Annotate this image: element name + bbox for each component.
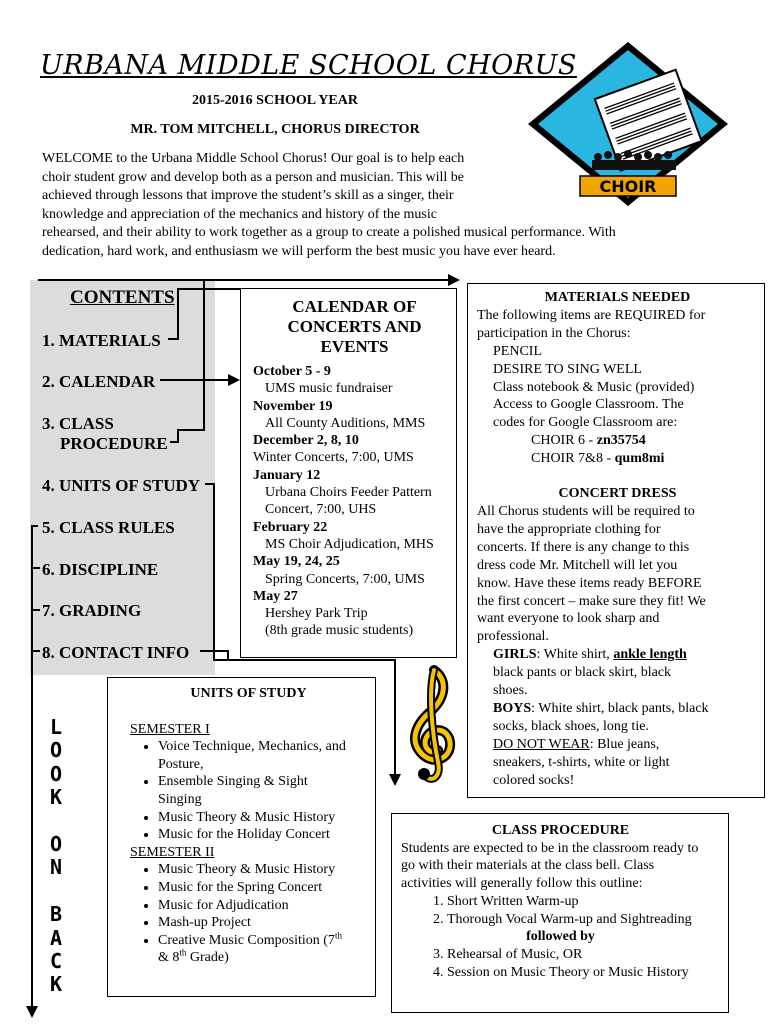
procedure-title: CLASS PROCEDURE [491, 823, 630, 838]
contents-item-units[interactable]: 4. UNITS OF STUDY [42, 476, 201, 495]
list-item: • Creative Music Composition (7th & 8th Grade) [158, 932, 367, 967]
event-item: (8th grade music students) [265, 623, 414, 639]
contents-item-grading[interactable]: 7. GRADING [42, 601, 142, 620]
treble-clef-icon [400, 662, 462, 788]
event-item: Urbana Choirs Feeder Pattern [265, 485, 432, 501]
material-item: codes for Google Classroom are: [493, 415, 678, 431]
do-not-wear: DO NOT WEAR: Blue jeans, [493, 736, 660, 752]
followed-by: followed by [526, 929, 595, 945]
list-item: • Music for the Spring Concert [158, 879, 367, 897]
contents-title: CONTENTS [70, 287, 175, 308]
contents-item-class-procedure[interactable]: 3. CLASS [42, 414, 114, 433]
contents-item-contact-info[interactable]: 8. CONTACT INFO [42, 643, 190, 662]
list-item: 4. Session on Music Theory or Music History [447, 964, 720, 982]
director-line: MR. TOM MITCHELL, CHORUS DIRECTOR [130, 122, 420, 137]
contents-item-calendar[interactable]: 2. CALENDAR [42, 372, 156, 391]
choir-logo-text: CHOIR [599, 177, 657, 196]
girls-dress: GIRLS: White shirt, ankle length [493, 647, 687, 663]
procedure-steps [401, 893, 720, 928]
calendar-box [240, 288, 457, 658]
school-year: 2015-2016 SCHOOL YEAR [192, 93, 358, 108]
welcome-paragraph: WELCOME to the Urbana Middle School Chorus! Our goal is to help each choir student grow and develop both as a person and musician. This will be achieved through lessons that improve the student’s skill as a singer, their knowledge and appreciation of the mechanics and history of the music rehearsed, and their ability to work together as a group to create a polished musical performance. With dedication, hard work, and enthusiasm we will perform the best music you have ever heard. [42, 151, 616, 259]
classroom-code: CHOIR 7&8 - qum8mi [531, 451, 665, 467]
event-date: February 22 [253, 519, 328, 535]
material-item: Access to Google Classroom. The [493, 397, 684, 413]
procedure-steps-cont [401, 946, 720, 981]
event-item: Spring Concerts, 7:00, UMS [265, 571, 425, 587]
event-date: October 5 - 9 [253, 364, 331, 379]
list-item: • Music Theory & Music History [158, 861, 367, 879]
list-item: 3. Rehearsal of Music, OR [447, 946, 720, 964]
page-title: URBANA MIDDLE SCHOOL CHORUS [40, 50, 577, 81]
contents-item-class-procedure-cont[interactable]: PROCEDURE [60, 434, 168, 453]
boys-dress: BOYS: White shirt, black pants, black [493, 700, 709, 716]
event-date: May 19, 24, 25 [253, 554, 340, 570]
materials-box: MATERIALS NEEDED The following items are REQUIRED for participation in the Chorus: PENCIL DESIRE TO SING WELL Class notebook & Music (provided) Access to Google Classroom. The codes for Google Classroom are: CHOIR 6 - zn35754 CHOIR 7&8 - qum8mi CONCERT DRESS All Chorus students will be required to have the appropriate clothing for concerts. If there is any change to this dress code Mr. Mitchell will let you know. Have these items ready BEFORE the first concert – make sure they fit! We want everyone to look sharp and professional. GIRLS: White shirt, ankle length black pants or black skirt, black shoes. BOYS: White shirt, black pants, black socks, black shoes, long tie. DO NOT WEAR: Blue jeans, sneakers, t-shirts, white or light colored socks! [467, 283, 765, 798]
event-date: January 12 [253, 467, 321, 483]
units-of-study-box [107, 677, 376, 997]
list-item: • Voice Technique, Mechanics, and Posture, [158, 738, 367, 773]
material-item: PENCIL [493, 343, 542, 359]
list-item: • Music for Adjudication [158, 897, 367, 915]
material-item: Class notebook & Music (provided) [493, 379, 695, 395]
class-procedure-box: CLASS PROCEDURE Students are expected to be in the classroom ready to go with their materials at the class bell. Class activities will generally follow this outline: 1. Short Written Warm-up 2. Thorough Vocal Warm-up and Sightreading followed by 3. Rehearsal of Music, OR 4. Session on Music Theory or Music History [391, 813, 729, 1013]
semester-1-list [130, 738, 367, 844]
semester-2-list [130, 861, 367, 967]
material-item: DESIRE TO SING WELL [493, 361, 642, 377]
event-date: December 2, 8, 10 [253, 433, 359, 449]
event-item: Concert, 7:00, UHS [265, 502, 377, 518]
event-item: Winter Concerts, 7:00, UMS [253, 450, 414, 466]
materials-title: MATERIALS NEEDED [544, 290, 691, 305]
event-item: MS Choir Adjudication, MHS [265, 536, 434, 552]
units-title: UNITS OF STUDY [190, 686, 307, 701]
concert-dress-title: CONCERT DRESS [558, 486, 677, 502]
list-item: • Mash-up Project [158, 914, 367, 932]
list-item: 2. Thorough Vocal Warm-up and Sightreading [447, 911, 720, 929]
classroom-code: CHOIR 6 - zn35754 [531, 433, 646, 449]
contents-item-materials[interactable]: 1. MATERIALS [42, 331, 161, 350]
contents-item-class-rules[interactable]: 5. CLASS RULES [42, 518, 175, 537]
semester-2-heading: SEMESTER II [130, 844, 215, 860]
event-item: All County Auditions, MMS [265, 415, 426, 431]
contents-item-discipline[interactable]: 6. DISCIPLINE [42, 560, 159, 579]
list-item: • Music for the Holiday Concert [158, 826, 367, 844]
event-item: UMS music fundraiser [265, 381, 393, 397]
event-date: November 19 [253, 398, 333, 414]
semester-1-heading: SEMESTER I [130, 721, 210, 737]
list-item: • Ensemble Singing & Sight Singing [158, 773, 367, 808]
event-date: May 27 [253, 588, 298, 604]
calendar-title: CALENDAR OF CONCERTS AND EVENTS [287, 297, 422, 356]
look-on-back: L O O K O N B A C K [49, 715, 63, 997]
event-item: Hershey Park Trip [265, 606, 368, 622]
list-item: • Music Theory & Music History [158, 809, 367, 827]
list-item: 1. Short Written Warm-up [447, 893, 720, 911]
